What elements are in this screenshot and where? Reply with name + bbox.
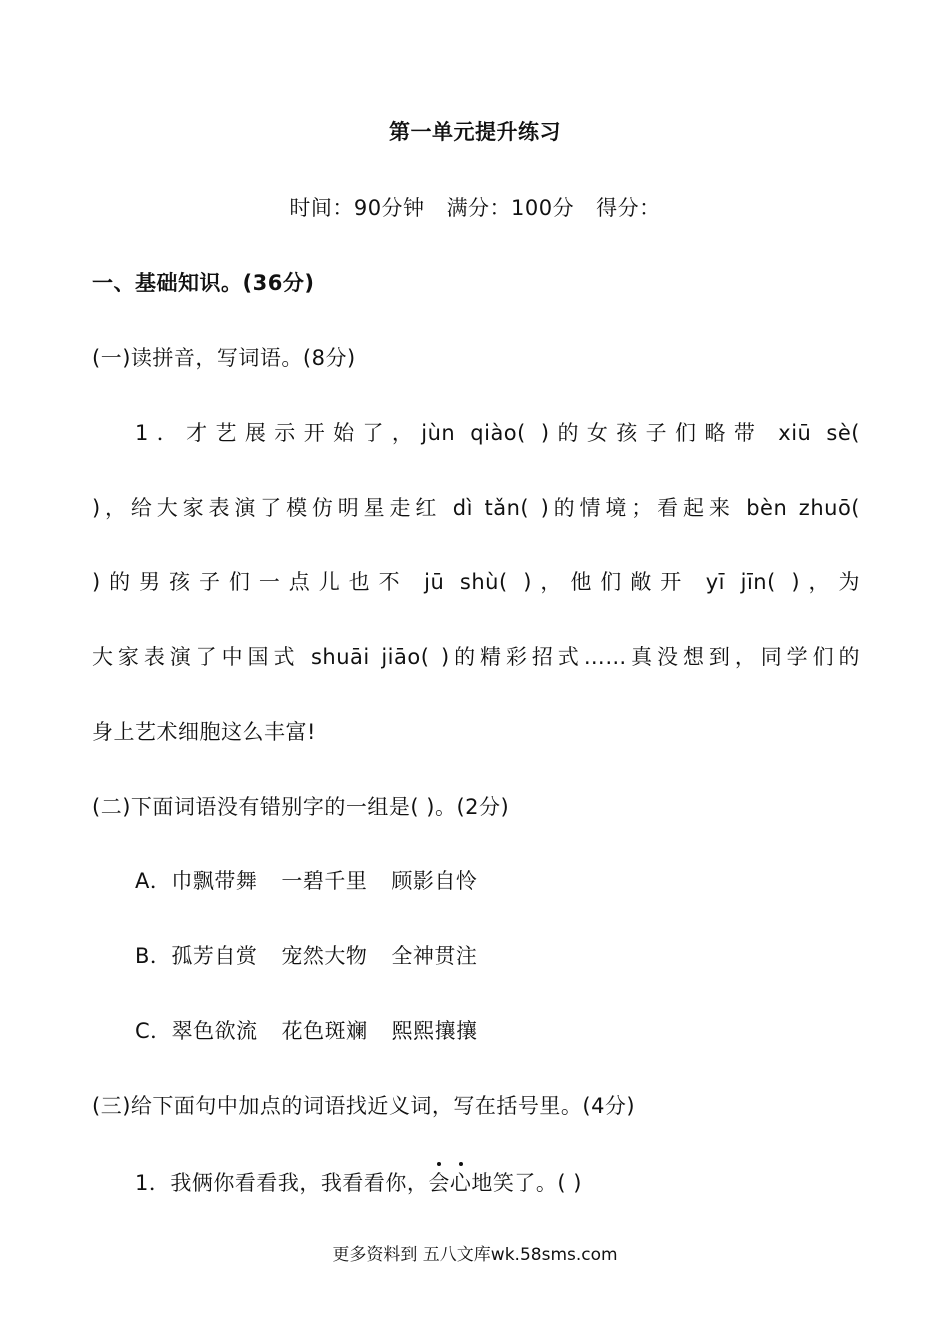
section-heading-basic: 一、基础知识。(36分) bbox=[92, 271, 315, 295]
part3-heading: (三)给下面句中加点的词语找近义词，写在括号里。(4分) bbox=[92, 1094, 636, 1118]
option-word: 宠然大物 bbox=[281, 944, 368, 968]
dotted-char: 会 bbox=[428, 1168, 450, 1198]
option-b bbox=[135, 941, 501, 971]
exam-meta bbox=[0, 193, 950, 223]
option-a bbox=[135, 866, 501, 896]
part2-heading: (二)下面词语没有错别字的一组是( )。(2分) bbox=[92, 795, 510, 819]
part1-line-4: 大家表演了中国式 shuāi jiāo( )的精彩招式……真没想到，同学们的 bbox=[92, 645, 860, 669]
time-info: 时间：90分钟 bbox=[289, 196, 425, 220]
part1-line-2: )，给大家表演了模仿明星走红 dì tǎn( )的情境；看起来 bèn zhuō( bbox=[92, 496, 860, 520]
option-label: A． bbox=[135, 869, 172, 893]
dotted-char: 心 bbox=[450, 1168, 472, 1198]
dotted-word bbox=[428, 1168, 471, 1198]
question-text: 1．我俩你看看我，我看看你， bbox=[135, 1171, 429, 1195]
page-title: 第一单元提升练习 bbox=[389, 120, 561, 144]
option-c bbox=[135, 1016, 502, 1046]
option-label: B． bbox=[135, 944, 172, 968]
option-word: 顾影自怜 bbox=[391, 869, 478, 893]
footer-watermark: 更多资料到 五八文库wk.58sms.com bbox=[332, 1245, 618, 1265]
part3-question-1 bbox=[135, 1168, 582, 1198]
question-text: 地笑了。( ) bbox=[471, 1171, 582, 1195]
option-word: 全神贯注 bbox=[391, 944, 478, 968]
part1-line-5: 身上艺术细胞这么丰富! bbox=[92, 720, 316, 744]
part1-heading: (一)读拼音，写词语。(8分) bbox=[92, 346, 356, 370]
option-word: 翠色欲流 bbox=[171, 1019, 258, 1043]
option-word: 一碧千里 bbox=[281, 869, 368, 893]
full-score-info: 满分：100分 bbox=[446, 196, 575, 220]
option-word: 花色斑斓 bbox=[281, 1019, 368, 1043]
option-label: C． bbox=[135, 1019, 172, 1043]
score-info: 得分： bbox=[596, 196, 661, 220]
option-word: 孤芳自赏 bbox=[171, 944, 258, 968]
option-word: 巾飘带舞 bbox=[171, 869, 258, 893]
part1-line-3: )的男孩子们一点儿也不 jū shù( )，他们敞开 yī jīn( )，为 bbox=[92, 570, 860, 594]
option-word: 熙熙攘攘 bbox=[391, 1019, 478, 1043]
part1-line-1: 1．才艺展示开始了，jùn qiào( )的女孩子们略带 xiū sè( bbox=[135, 421, 860, 445]
